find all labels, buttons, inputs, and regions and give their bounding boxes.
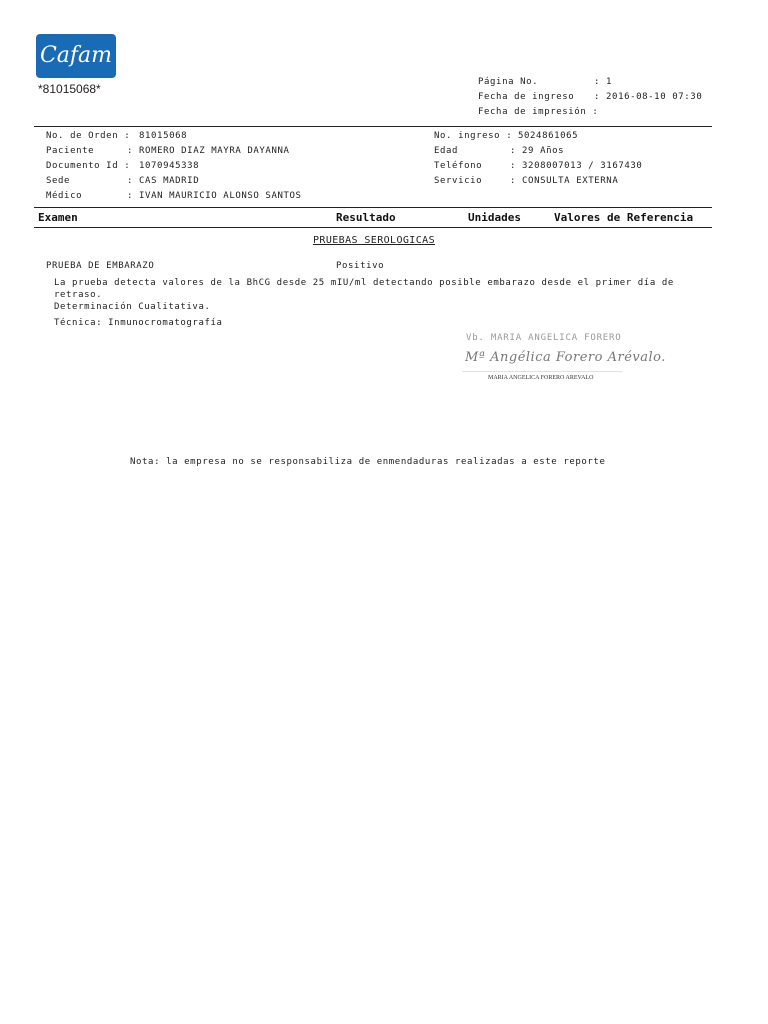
divider-header-top (34, 207, 712, 208)
barcode-text: *81015068* (38, 82, 101, 96)
sede-label: Sede (46, 176, 71, 186)
servicio-value: : CONSULTA EXTERNA (510, 176, 619, 186)
signature-handwritten: Mª Angélica Forero Arévalo. (465, 350, 666, 365)
exam-name: PRUEBA DE EMBARAZO (46, 261, 155, 271)
telefono-label: Teléfono (434, 161, 483, 171)
col-examen: Examen (38, 211, 78, 224)
pagina-value: : 1 (594, 77, 613, 87)
exam-description-line2: retraso. (54, 290, 103, 300)
signature-vb-line: Vb. MARIA ANGELICA FORERO (466, 333, 622, 343)
edad-label: Edad (434, 146, 459, 156)
signature-printed-name: MARIA ANGELICA FORERO AREVALO (488, 375, 594, 381)
orden-label: No. de Orden : (46, 131, 131, 141)
medico-value: : IVAN MAURICIO ALONSO SANTOS (127, 191, 302, 201)
orden-value: 81015068 (139, 131, 188, 141)
divider-top (34, 126, 712, 127)
medico-label: Médico (46, 191, 83, 201)
exam-description-line4: Técnica: Inmunocromatografía (54, 318, 223, 328)
ingreso-value: 5024861065 (518, 131, 579, 141)
telefono-value: : 3208007013 / 3167430 (510, 161, 643, 171)
paciente-value: : ROMERO DIAZ MAYRA DAYANNA (127, 146, 290, 156)
col-resultado: Resultado (336, 211, 396, 224)
exam-result: Positivo (336, 261, 385, 271)
col-unidades: Unidades (468, 211, 521, 224)
exam-description-line1: La prueba detecta valores de la BhCG desde 25 mIU/ml detectando posible embarazo desde el primer día de (54, 278, 674, 288)
pagina-label: Página No. (478, 77, 539, 87)
exam-description-line3: Determinación Cualitativa. (54, 302, 211, 312)
col-referencia: Valores de Referencia (554, 211, 694, 224)
servicio-label: Servicio (434, 176, 483, 186)
edad-value: : 29 Años (510, 146, 565, 156)
footer-note: Nota: la empresa no se responsabiliza de enmendaduras realizadas a este reporte (130, 457, 606, 467)
paciente-label: Paciente (46, 146, 95, 156)
sede-value: : CAS MADRID (127, 176, 200, 186)
fecha-ingreso-label: Fecha de ingreso (478, 92, 575, 102)
documento-value: 1070945338 (139, 161, 200, 171)
divider-header-bottom (34, 227, 712, 228)
documento-label: Documento Id : (46, 161, 131, 171)
fecha-ingreso-value: : 2016-08-10 07:30 (594, 92, 703, 102)
cafam-logo: Cafam (36, 34, 116, 78)
signature-underline (462, 371, 622, 372)
section-title: PRUEBAS SEROLOGICAS (313, 235, 435, 246)
fecha-impresion-label: Fecha de impresión : (478, 107, 599, 117)
ingreso-label: No. ingreso : (434, 131, 513, 141)
